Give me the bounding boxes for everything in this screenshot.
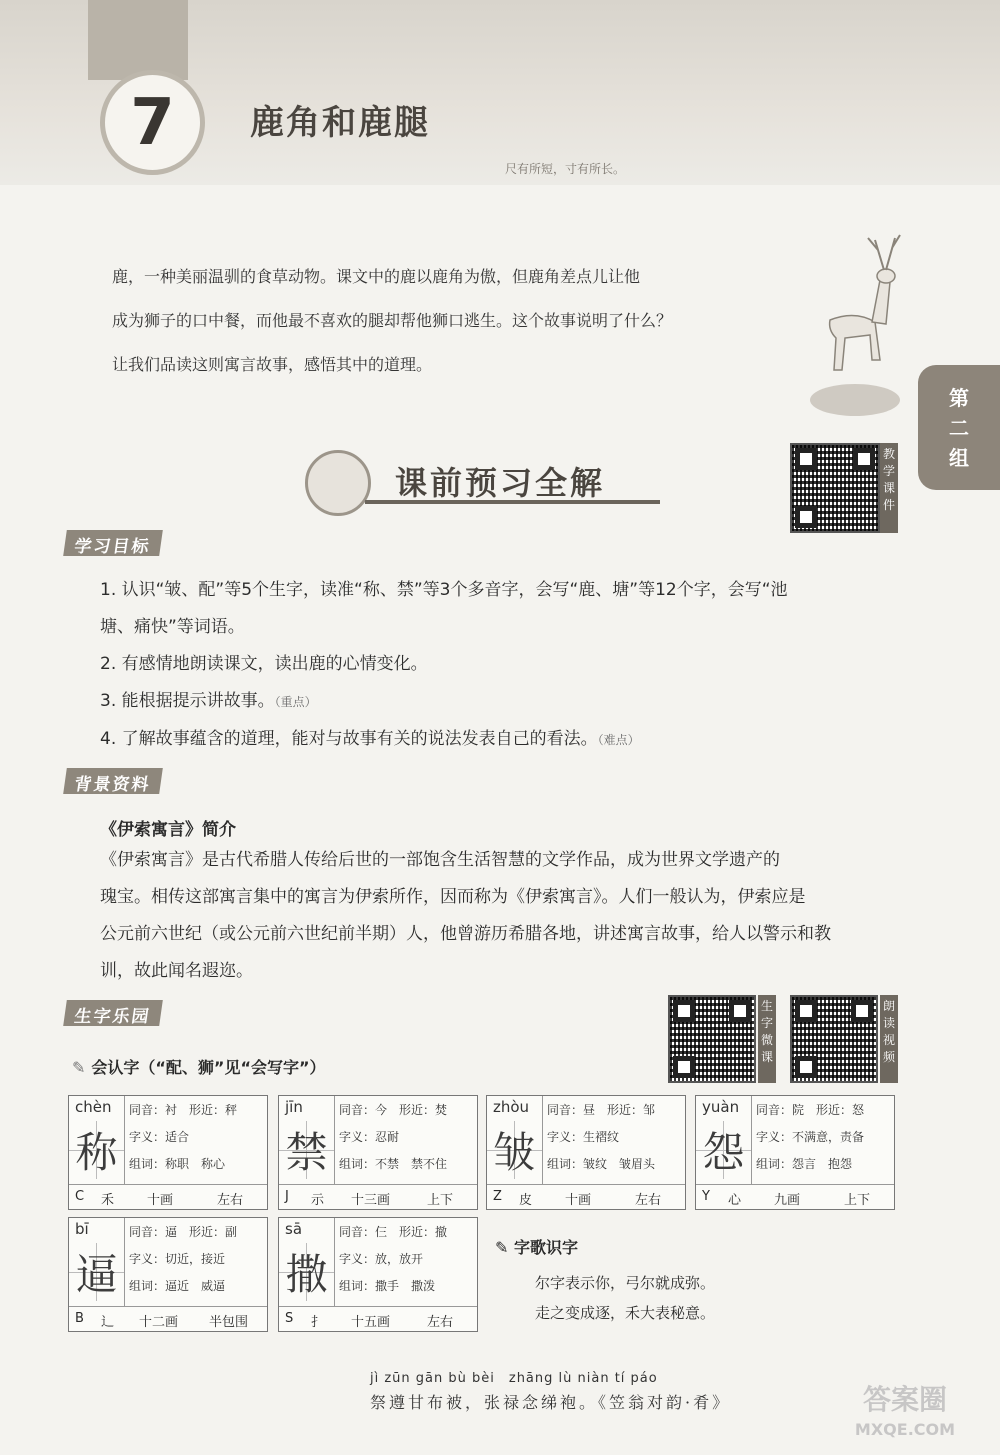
qr-label-courseware: 教学课件 bbox=[880, 443, 898, 533]
char-strokes: 十画 bbox=[565, 1193, 592, 1208]
char-meta bbox=[69, 1308, 267, 1332]
char-meaning: 字义：放，放开 bbox=[339, 1252, 424, 1266]
background-title: 《伊索寓言》简介 bbox=[100, 820, 236, 840]
background-line: 《伊索寓言》是古代希腊人传给后世的一部饱含生活智慧的文学作品，成为世界文学遗产的 bbox=[100, 850, 780, 870]
char-radical: 扌 bbox=[311, 1315, 325, 1330]
preview-section-banner bbox=[305, 450, 665, 515]
deer-illustration bbox=[800, 210, 905, 420]
footer-verse: 祭遵甘布被，张禄念绨袍。《笠翁对韵·肴》 bbox=[370, 1393, 732, 1412]
qr-finder-icon bbox=[795, 1056, 817, 1078]
intro-paragraph bbox=[112, 255, 792, 387]
char-letter: C bbox=[75, 1189, 85, 1204]
char-structure: 上下 bbox=[427, 1193, 454, 1208]
qr-label-reading-video: 朗读视频 bbox=[880, 995, 898, 1083]
char-homophone: 同音：昼 形近：邹 bbox=[547, 1103, 656, 1117]
qr-code[interactable] bbox=[668, 995, 756, 1083]
qr-code[interactable] bbox=[790, 443, 880, 533]
goal-line: 1. 认识“皱、配”等5个生字，读准“称、禁”等3个多音字，会写“鹿、塘”等12个字，会写“池 bbox=[100, 580, 788, 600]
char-letter: Y bbox=[702, 1189, 710, 1204]
qr-finder-icon bbox=[795, 448, 817, 470]
char-strokes: 九画 bbox=[774, 1193, 801, 1208]
goal-note: （难点） bbox=[597, 733, 640, 747]
song-line: 尔字表示你，弓尔就成弥。 bbox=[535, 1274, 716, 1292]
background-label: 背景资料 bbox=[63, 768, 163, 794]
char-radical: 心 bbox=[728, 1193, 742, 1208]
char-meta bbox=[487, 1186, 685, 1210]
qr-finder-icon bbox=[673, 1000, 695, 1022]
qr-finder-icon bbox=[795, 506, 817, 528]
char-meaning: 字义：不满意，责备 bbox=[756, 1130, 865, 1144]
char-strokes: 十三画 bbox=[351, 1193, 391, 1208]
char-words: 组词：撒手 撒泼 bbox=[339, 1279, 436, 1293]
goal-line: 塘、痛快”等词语。 bbox=[100, 617, 245, 637]
qr-finder-icon bbox=[853, 448, 875, 470]
char-strokes: 十五画 bbox=[351, 1315, 391, 1330]
char-radical: 示 bbox=[311, 1193, 325, 1208]
qr-code[interactable] bbox=[790, 995, 878, 1083]
char-structure: 左右 bbox=[427, 1315, 454, 1330]
header-banner bbox=[0, 0, 1000, 185]
char-homophone: 同音：仨 形近：撤 bbox=[339, 1225, 448, 1239]
char-glyph: 禁 bbox=[279, 1121, 334, 1179]
char-pinyin: yuàn bbox=[702, 1098, 740, 1116]
char-glyph: 逼 bbox=[69, 1243, 124, 1301]
char-letter: Z bbox=[493, 1189, 502, 1204]
char-card bbox=[68, 1217, 268, 1332]
side-tab-char: 二 bbox=[949, 415, 969, 440]
goal-line: 4. 了解故事蕴含的道理，能对与故事有关的说法发表自己的看法。（难点） bbox=[100, 729, 640, 749]
unit-side-tab[interactable] bbox=[918, 365, 1000, 490]
pencil-icon: ✎ bbox=[495, 1238, 514, 1257]
char-meta bbox=[696, 1186, 894, 1210]
char-card bbox=[278, 1095, 478, 1210]
char-card bbox=[695, 1095, 895, 1210]
pencil-icon: ✎ bbox=[72, 1058, 86, 1077]
char-radical: 辶 bbox=[101, 1315, 115, 1330]
char-structure: 上下 bbox=[844, 1193, 871, 1208]
background-line: 训，故此闻名遐迩。 bbox=[100, 961, 253, 981]
section-title: 课前预习全解 bbox=[365, 458, 660, 504]
characters-label: 生字乐园 bbox=[63, 1000, 163, 1026]
char-letter: J bbox=[285, 1189, 289, 1204]
side-tab-char: 组 bbox=[949, 445, 969, 470]
char-meaning: 字义：适合 bbox=[129, 1130, 190, 1144]
goal-note: （重点） bbox=[274, 695, 317, 709]
lesson-motto: 尺有所短，寸有所长。 bbox=[505, 162, 626, 176]
goal-line: 2. 有感情地朗读课文，读出鹿的心情变化。 bbox=[100, 654, 428, 674]
char-strokes: 十二画 bbox=[139, 1315, 179, 1330]
char-glyph: 皱 bbox=[487, 1121, 542, 1179]
char-homophone: 同音：衬 形近：秤 bbox=[129, 1103, 238, 1117]
mascot-icon bbox=[305, 450, 371, 516]
char-meaning: 字义：生褶纹 bbox=[547, 1130, 620, 1144]
char-radical: 禾 bbox=[101, 1193, 115, 1208]
header-shade bbox=[88, 0, 188, 80]
char-pinyin: sā bbox=[285, 1220, 303, 1238]
char-radical: 皮 bbox=[519, 1193, 533, 1208]
char-meaning: 字义：忍耐 bbox=[339, 1130, 400, 1144]
background-text bbox=[100, 842, 905, 990]
char-words: 组词：逼近 威逼 bbox=[129, 1279, 226, 1293]
char-pinyin: chèn bbox=[75, 1098, 112, 1116]
learning-goals bbox=[100, 572, 910, 759]
recognize-chars-label: ✎ 会认字（“配、狮”见“会写字”） bbox=[72, 1058, 326, 1077]
char-homophone: 同音：院 形近：怒 bbox=[756, 1103, 865, 1117]
char-meta bbox=[69, 1186, 267, 1210]
intro-line: 鹿，一种美丽温驯的食草动物。课文中的鹿以鹿角为傲，但鹿角差点儿让他 bbox=[112, 267, 641, 286]
char-letter: B bbox=[75, 1311, 84, 1326]
intro-line: 让我们品读这则寓言故事，感悟其中的道理。 bbox=[112, 355, 433, 374]
qr-label-character-lesson: 生字微课 bbox=[758, 995, 776, 1083]
char-words: 组词：不禁 禁不住 bbox=[339, 1157, 448, 1171]
char-meta bbox=[279, 1186, 477, 1210]
qr-finder-icon bbox=[673, 1056, 695, 1078]
char-letter: S bbox=[285, 1311, 294, 1326]
intro-line: 成为狮子的口中餐，而他最不喜欢的腿却帮他狮口逃生。这个故事说明了什么？ bbox=[112, 311, 673, 330]
song-title: ✎ 字歌识字 bbox=[495, 1238, 578, 1257]
footer-pinyin: jì zūn gān bù bèi zhāng lù niàn tí páo bbox=[370, 1371, 658, 1386]
qr-finder-icon bbox=[729, 1000, 751, 1022]
char-words: 组词：怨言 抱怨 bbox=[756, 1157, 853, 1171]
lesson-number: 7 bbox=[100, 70, 205, 175]
char-card bbox=[278, 1217, 478, 1332]
char-structure: 左右 bbox=[217, 1193, 244, 1208]
lesson-title: 鹿角和鹿腿 bbox=[250, 103, 430, 143]
background-line: 瑰宝。相传这部寓言集中的寓言为伊索所作，因而称为《伊索寓言》。人们一般认为，伊索应是 bbox=[100, 887, 806, 907]
char-glyph: 撒 bbox=[279, 1243, 334, 1301]
char-meta bbox=[279, 1308, 477, 1332]
char-homophone: 同音：今 形近：焚 bbox=[339, 1103, 448, 1117]
char-structure: 左右 bbox=[635, 1193, 662, 1208]
char-card bbox=[68, 1095, 268, 1210]
char-words: 组词：称职 称心 bbox=[129, 1157, 226, 1171]
watermark-logo: 答案圈 MXQE.COM bbox=[854, 1383, 956, 1439]
char-strokes: 十画 bbox=[147, 1193, 174, 1208]
char-pinyin: zhòu bbox=[493, 1098, 530, 1116]
char-homophone: 同音：逼 形近：副 bbox=[129, 1225, 238, 1239]
char-words: 组词：皱纹 皱眉头 bbox=[547, 1157, 656, 1171]
goals-label: 学习目标 bbox=[63, 530, 163, 556]
char-structure: 半包围 bbox=[209, 1315, 249, 1330]
character-song bbox=[495, 1235, 875, 1328]
char-glyph: 称 bbox=[69, 1121, 124, 1179]
song-line: 走之变成逐，禾大表秘意。 bbox=[535, 1304, 716, 1322]
side-tab-char: 第 bbox=[949, 385, 969, 410]
char-glyph: 怨 bbox=[696, 1121, 751, 1179]
char-pinyin: bī bbox=[75, 1220, 89, 1238]
char-card bbox=[486, 1095, 686, 1210]
background-line: 公元前六世纪（或公元前六世纪前半期）人，他曾游历希腊各地，讲述寓言故事，给人以警示和教 bbox=[100, 924, 831, 944]
goal-line: 3. 能根据提示讲故事。（重点） bbox=[100, 691, 317, 711]
qr-finder-icon bbox=[795, 1000, 817, 1022]
qr-finder-icon bbox=[851, 1000, 873, 1022]
char-pinyin: jīn bbox=[285, 1098, 303, 1116]
char-meaning: 字义：切近，接近 bbox=[129, 1252, 226, 1266]
